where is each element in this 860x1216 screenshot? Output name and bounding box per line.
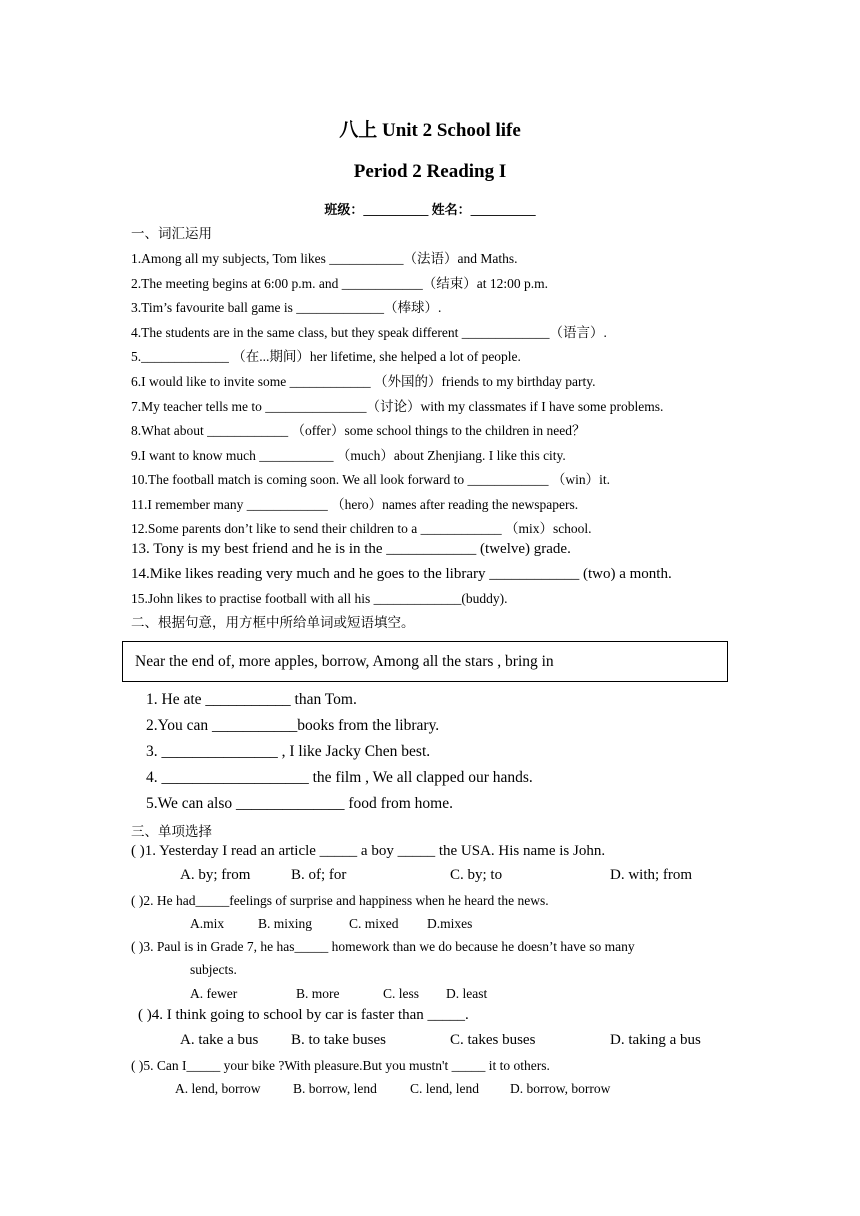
worksheet-title: 八上 Unit 2 School life [339,120,521,141]
mc-question-4: ( )4. I think going to school by car is faster than _____. [138,1007,469,1023]
mc-option: C. by; to [450,867,503,883]
mc-option: C. less [383,986,420,1001]
mc-option: D. borrow, borrow [510,1081,611,1096]
mc-option: A.mix [190,916,225,931]
vocab-item: 14.Mike likes reading very much and he goes to the library ____________ (two) a month. [131,566,672,582]
section2-heading: 二、根据句意，用方框中所给单词或短语填空。 [131,615,415,630]
mc-question-3-continued: subjects. [190,962,237,977]
section3-heading: 三、单项选择 [131,824,212,839]
fill-item: 1. He ate ___________ than Tom. [146,691,357,708]
vocab-item: 15.John likes to practise football with all his _____________(buddy). [131,591,508,606]
vocab-item: 12.Some parents don’t like to send their children to a ____________ （mix）school. [131,521,592,536]
mc-question-5: ( )5. Can I_____ your bike ?With pleasure.But you mustn't _____ it to others. [131,1058,550,1073]
mc-option: A. take a bus [180,1032,259,1048]
vocab-item: 8.What about ____________ （offer）some school things to the children in need？ [131,423,586,438]
vocab-item: 9.I want to know much ___________ （much）about Zhenjiang. I like this city. [131,448,566,463]
fill-item: 3. _______________ , I like Jacky Chen best. [146,743,431,760]
mc-option: B. borrow, lend [293,1081,377,1096]
fill-item: 2.You can ___________books from the library. [146,717,440,734]
mc-option: C. takes buses [450,1032,536,1048]
mc-option: A. lend, borrow [175,1081,261,1096]
section1-heading: 一、词汇运用 [131,226,212,241]
fill-item: 4. ___________________ the film , We all clapped our hands. [146,769,533,786]
mc-option: A. fewer [190,986,238,1001]
mc-question-2: ( )2. He had_____feelings of surprise and happiness when he heard the news. [131,893,549,908]
mc-question-3: ( )3. Paul is in Grade 7, he has_____ homework than we do because he doesn’t have so many [131,939,635,954]
mc-option: D.mixes [427,916,473,931]
mc-option: B. more [296,986,340,1001]
word-box: Near the end of, more apples, borrow, Among all the stars , bring in [122,641,728,682]
vocab-item: 2.The meeting begins at 6:00 p.m. and ____________（结束）at 12:00 p.m. [131,276,548,291]
worksheet-subtitle: Period 2 Reading I [353,161,507,182]
mc-option: B. to take buses [291,1032,386,1048]
mc-option: A. by; from [180,867,251,883]
mc-option: C. mixed [349,916,399,931]
mc-option: C. lend, lend [410,1081,479,1096]
vocab-item: 4.The students are in the same class, but they speak different _____________（语言）. [131,325,607,340]
mc-option: B. of; for [291,867,347,883]
vocab-item: 13. Tony is my best friend and he is in the ____________ (twelve) grade. [131,541,571,557]
vocab-item: 10.The football match is coming soon. We all look forward to ____________ （win）it. [131,472,610,487]
mc-option: D. least [446,986,488,1001]
mc-question-1: ( )1. Yesterday I read an article _____ a boy _____ the USA. His name is John. [131,843,606,859]
vocab-item: 7.My teacher tells me to _______________（讨论）with my classmates if I have some problems. [131,399,664,414]
class-name-line: 班级：__________ 姓名：__________ [324,202,536,217]
vocab-item: 5._____________ （在...期间）her lifetime, she helped a lot of people. [131,349,521,364]
fill-item: 5.We can also ______________ food from home. [146,795,453,812]
mc-option: D. taking a bus [610,1032,701,1048]
mc-option: D. with; from [610,867,693,883]
vocab-item: 3.Tim’s favourite ball game is _____________（棒球）. [131,300,442,315]
vocab-item: 11.I remember many ____________ （hero）names after reading the newspapers. [131,497,579,512]
vocab-item: 1.Among all my subjects, Tom likes ___________（法语）and Maths. [131,251,518,266]
mc-option: B. mixing [258,916,313,931]
vocab-item: 6.I would like to invite some ____________ （外国的）friends to my birthday party. [131,374,596,389]
